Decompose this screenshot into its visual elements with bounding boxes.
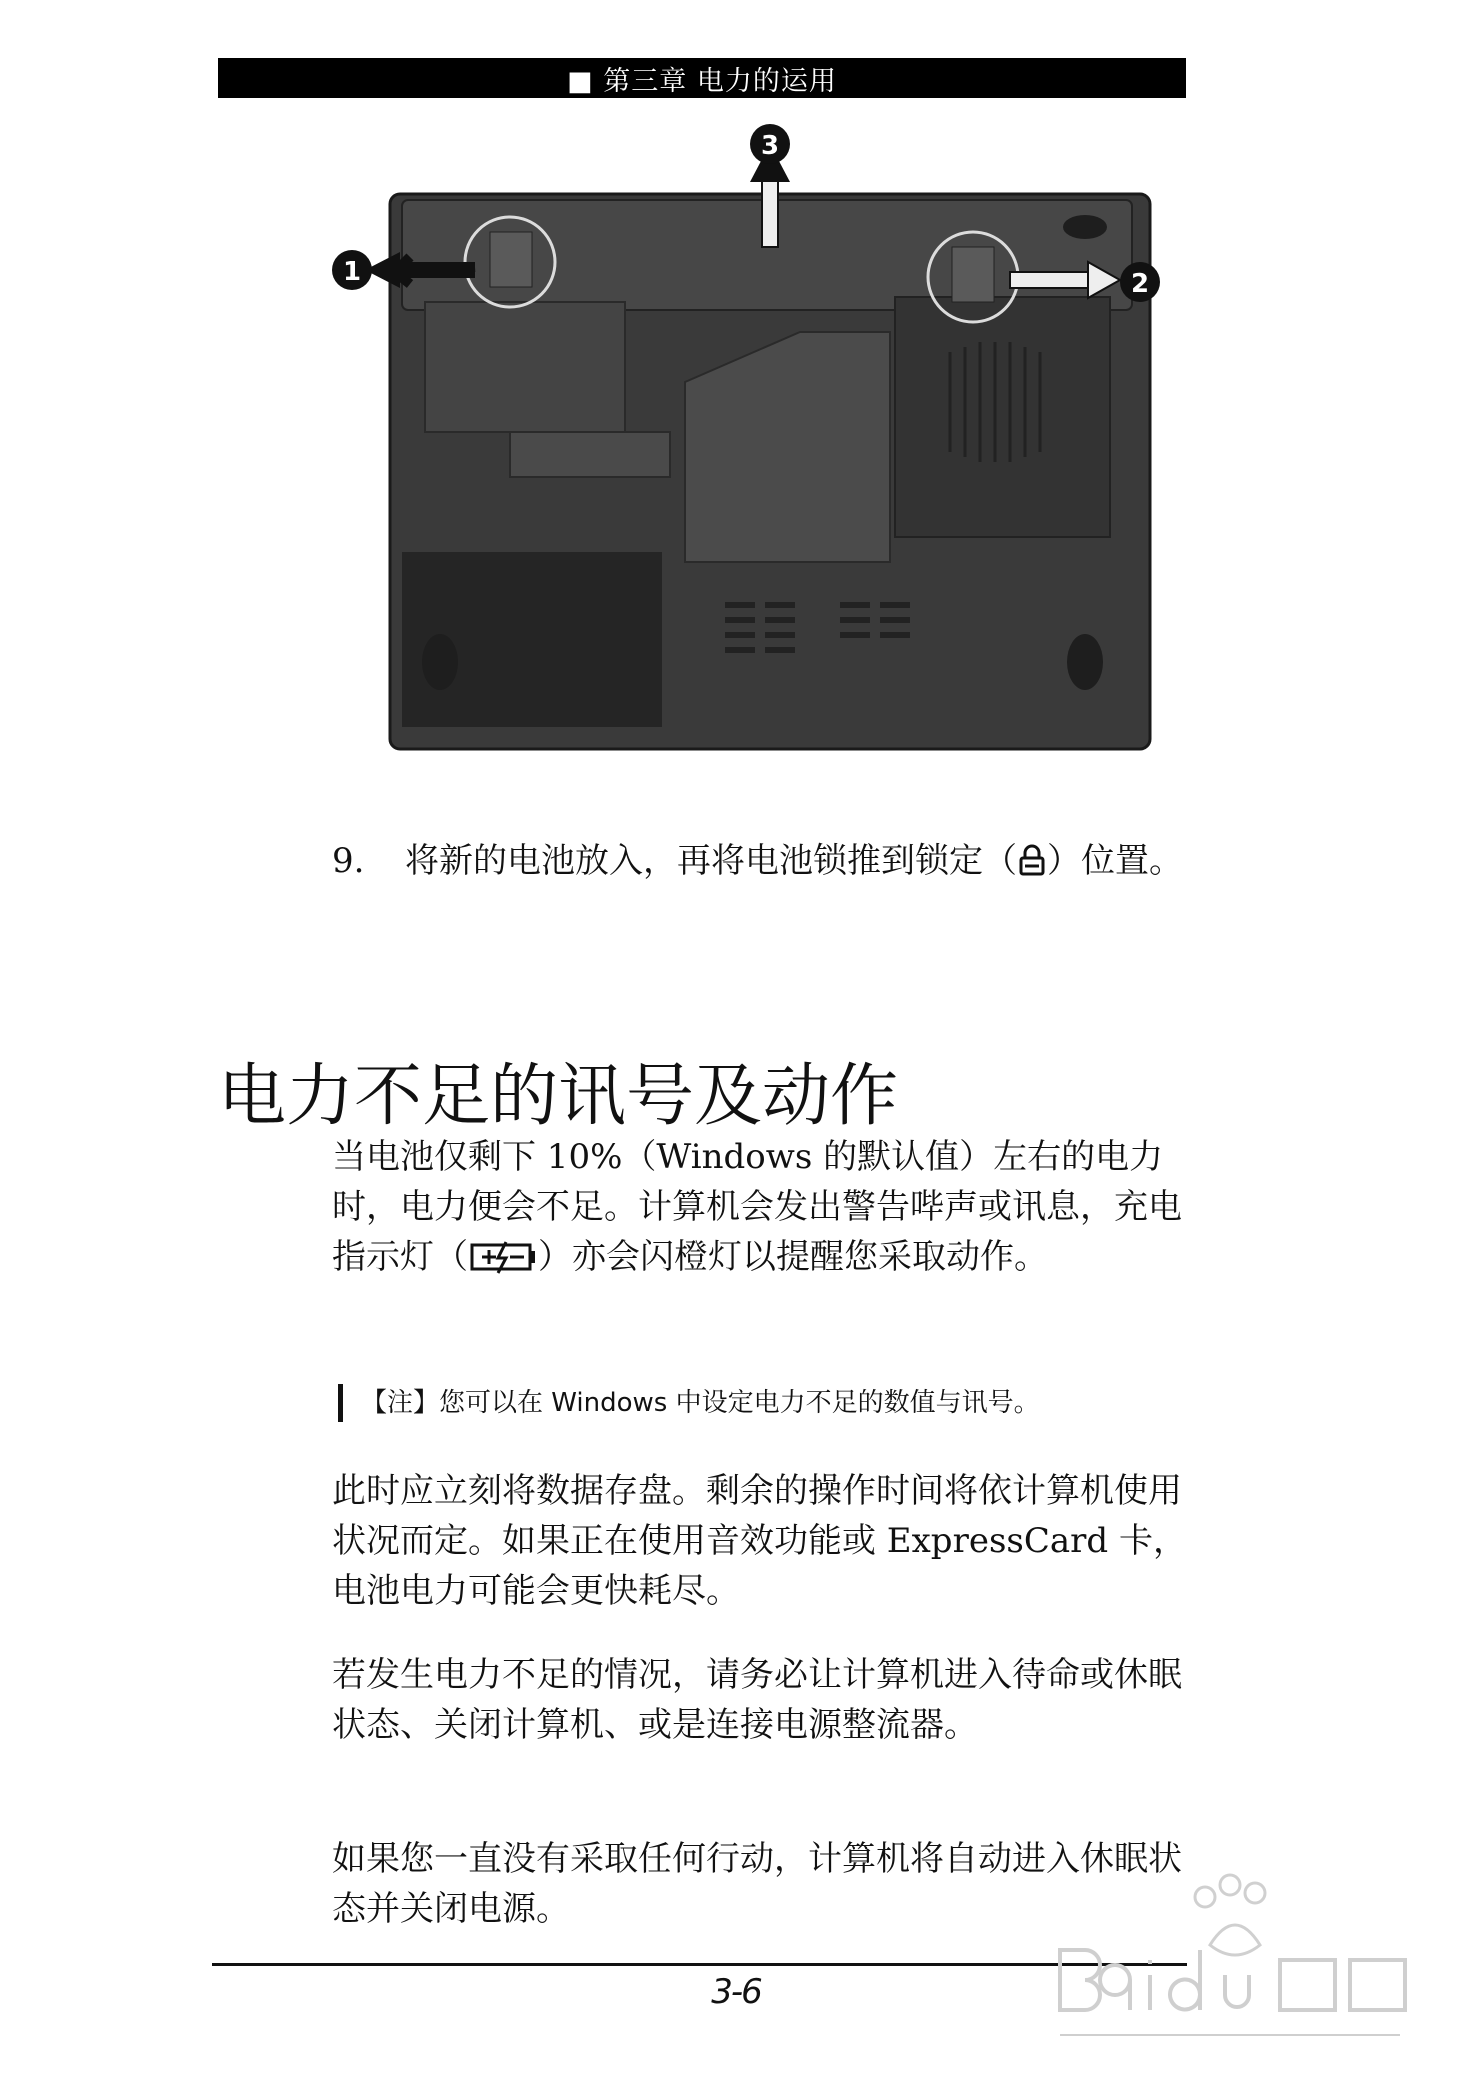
battery-charge-icon <box>470 1240 536 1274</box>
chapter-header-title: ■ 第三章 电力的运用 <box>567 65 837 97</box>
paragraph-text-after: ）亦会闪橙灯以提醒您采取动作。 <box>538 1237 1048 1277</box>
page-number: 3-6 <box>711 1972 761 2012</box>
laptop-bottom-illustration <box>330 122 1160 762</box>
svg-text:1: 1 <box>342 257 362 287</box>
paragraph-text-before: 当电池仅剩下 10%（Windows 的默认值）左右的电力时，电力便会不足。计算机会发出警告哔声或讯息，充电指示灯（ <box>332 1137 1182 1277</box>
step-text-before: 将新的电池放入，再将电池锁推到锁定（ <box>405 841 1017 881</box>
paragraph-auto-hibernate: 如果您一直没有采取任何行动，计算机将自动进入休眠状态并关闭电源。 <box>332 1839 1182 1929</box>
lock-icon <box>1019 844 1045 876</box>
paragraph-low-battery <box>332 1132 1192 1282</box>
note-text: 【注】您可以在 Windows 中设定电力不足的数值与讯号。 <box>361 1388 1040 1418</box>
note <box>338 1384 1040 1422</box>
step-number: 9. <box>332 841 365 881</box>
section-title: 电力不足的讯号及动作 <box>218 1056 899 1136</box>
step-text-after: ）位置。 <box>1047 841 1183 881</box>
callout-1 <box>332 250 372 290</box>
chapter-header <box>218 58 1186 98</box>
paragraph-save-data: 此时应立刻将数据存盘。剩余的操作时间将依计算机使用状况而定。如果正在使用音效功能或 ExpressCard 卡，电池电力可能会更快耗尽。 <box>332 1471 1187 1611</box>
svg-text:3: 3 <box>760 131 780 161</box>
step-text <box>405 836 1205 886</box>
paragraph-suspend-advice: 若发生电力不足的情况，请务必让计算机进入待命或休眠状态、关闭计算机、或是连接电源整流器。 <box>332 1655 1182 1745</box>
baidu-watermark-logo <box>1040 1855 1440 2055</box>
svg-text:2: 2 <box>1130 269 1150 299</box>
callout-3 <box>750 124 790 164</box>
callout-2 <box>1120 262 1160 302</box>
